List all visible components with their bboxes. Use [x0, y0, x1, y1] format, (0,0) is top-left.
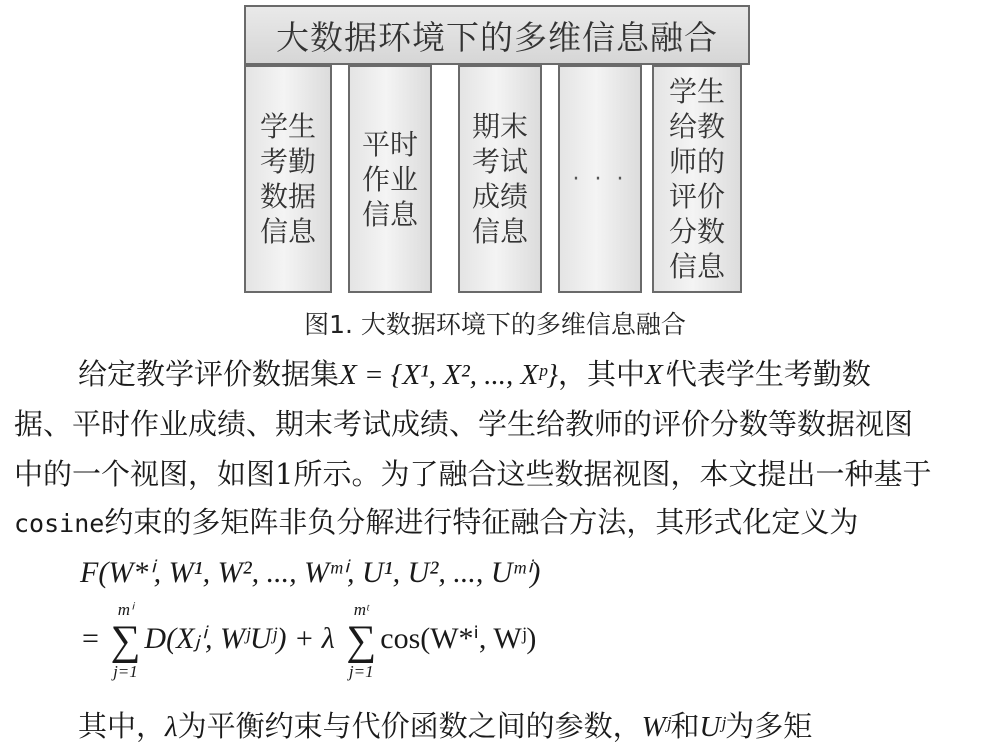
paragraph2-line-1: [78, 704, 812, 745]
text-segment: 给定教学评价数据集: [78, 357, 340, 391]
text-segment: 约束的多矩阵非负分解进行特征融合方法，其形式化定义为: [104, 505, 859, 539]
text-segment: ，其中: [557, 357, 645, 391]
paragraph-line-2: 据、平时作业成绩、期末考试成绩、学生给教师的评价分数等数据视图: [14, 407, 914, 441]
sum-lower-limit: j=1: [348, 662, 374, 681]
figure-column-attendance: [244, 65, 332, 293]
column-label: · · ·: [572, 166, 628, 192]
paragraph-line-4: [14, 500, 858, 541]
figure-column-homework: [348, 65, 432, 293]
formula-rhs: [82, 600, 537, 681]
math-uj: Uʲ: [699, 711, 726, 743]
figure: [0, 0, 990, 345]
figure-title: 大数据环境下的多维信息融合: [276, 17, 718, 57]
figure-column-ellipsis: [558, 65, 642, 293]
text-segment: 和: [670, 709, 700, 743]
summation-1: [106, 600, 144, 681]
math-lambda: λ: [165, 711, 178, 743]
figure-column-final-exam: [458, 65, 542, 293]
text-segment: 为平衡约束与代价函数之间的参数，: [177, 709, 642, 743]
figure-column-teacher-rating: [652, 65, 742, 293]
sum-lower-limit: j=1: [113, 662, 138, 681]
column-label: 平时 作业 信息: [361, 127, 418, 231]
text-segment: 代表学生考勤数: [667, 357, 871, 391]
paragraph-line-1: [78, 352, 871, 393]
cosine-term: cosine: [14, 509, 105, 538]
column-label: 学生 考勤 数据 信息: [259, 110, 316, 248]
sigma-symbol: ∑: [346, 618, 377, 664]
figure-title-box: [244, 5, 750, 65]
column-label: 学生 给教 师的 评价 分数 信息: [668, 75, 725, 283]
text-segment: 为多矩: [725, 709, 813, 743]
figure-caption: 图1. 大数据环境下的多维信息融合: [304, 310, 686, 339]
equals-sign: =: [82, 621, 99, 655]
math-wj: Wʲ: [641, 711, 671, 743]
paragraph-line-3: 中的一个视图，如图1所示。为了融合这些数据视图，本文提出一种基于: [14, 457, 932, 491]
column-label: 期末 考试 成绩 信息: [471, 110, 528, 248]
sigma-symbol: ∑: [110, 618, 141, 664]
dataset-formula: X = {X¹, X², ..., Xᵖ}: [339, 359, 558, 391]
math-xi: Xⁱ: [645, 359, 668, 391]
formula-term-1: D(Xⱼⁱ, WʲUʲ) + λ: [144, 621, 335, 655]
formula-term-2: cos(W*ⁱ, Wʲ): [380, 621, 537, 655]
text-segment: 其中，: [78, 709, 166, 743]
sum-upper-limit: mᵗ: [353, 600, 369, 619]
sum-upper-limit: mⁱ: [117, 600, 134, 619]
summation-2: [342, 600, 380, 681]
formula-lhs: F(W*ⁱ, W¹, W², ..., Wᵐⁱ, U¹, U², ..., Uᵐⁱ): [80, 556, 541, 589]
